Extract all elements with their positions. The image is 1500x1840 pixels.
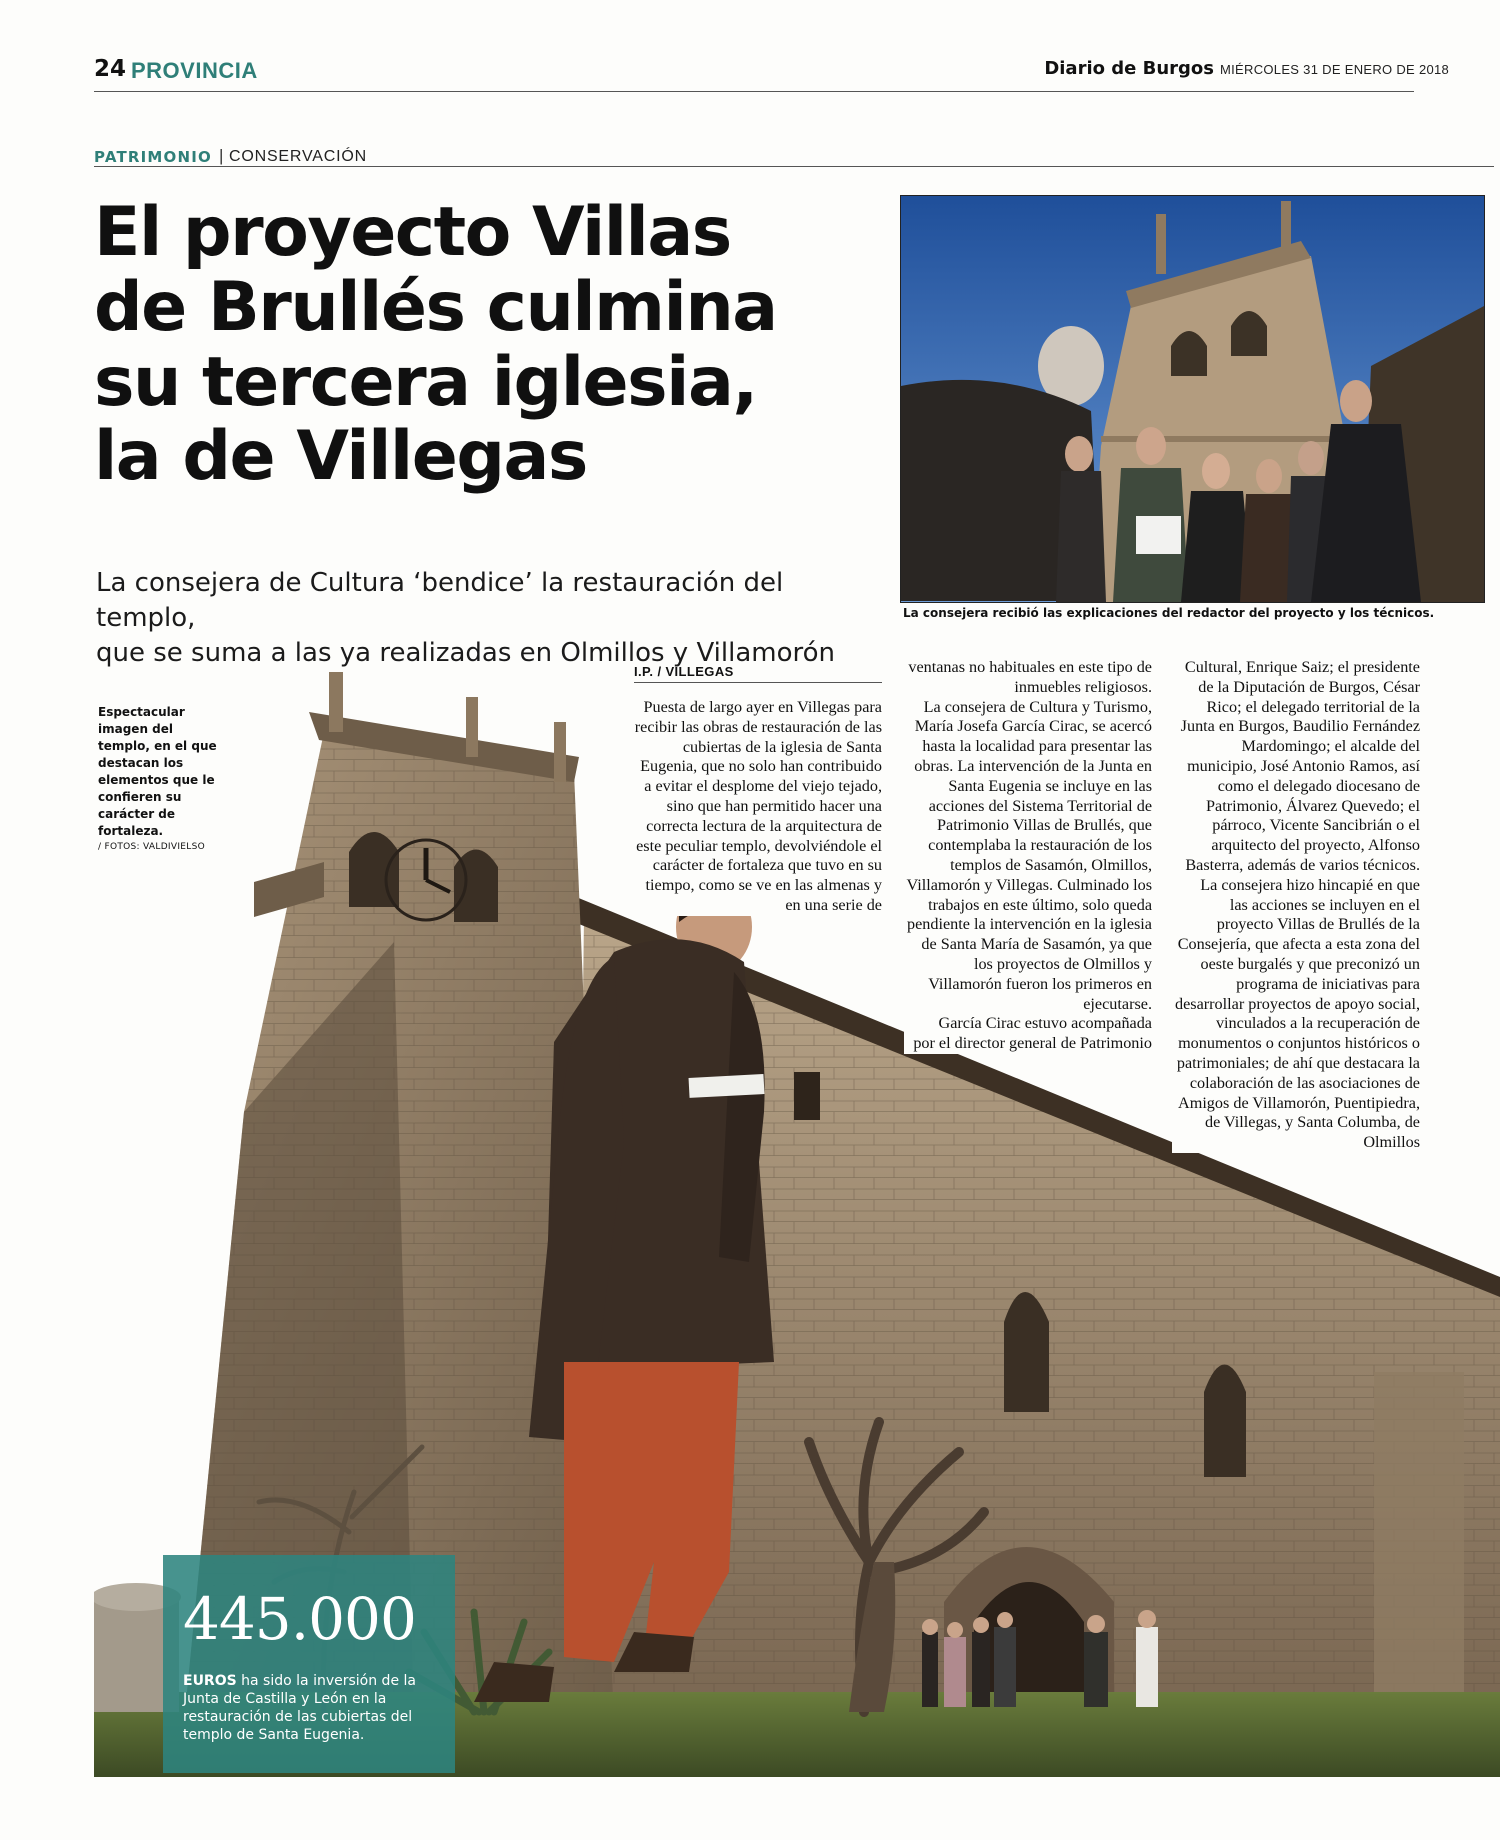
subheadline xyxy=(96,566,886,670)
article-column-1 xyxy=(634,698,882,916)
article-column-3 xyxy=(1172,658,1420,1153)
headline xyxy=(94,193,824,497)
top-photo xyxy=(900,195,1485,603)
headline-line: de Brullés culmina xyxy=(94,267,777,347)
headline-line: El proyecto Villas xyxy=(94,193,731,272)
main-photo-caption-text: Espectacular imagen del templo, en el que destacan los elementos que le confieren su carácter de fortaleza. xyxy=(98,705,217,838)
header-rule xyxy=(94,91,1414,92)
stat-figure: 445.000 xyxy=(183,1585,416,1653)
article-paragraph: ventanas no habituales en este tipo de inmuebles religiosos. xyxy=(908,658,1152,696)
subheadline-line: que se suma a las ya realizadas en Olmillos y Villamorón xyxy=(96,637,836,668)
headline-line: su tercera iglesia, xyxy=(94,342,757,422)
article-paragraph: Cultural, Enrique Saiz; el presidente de la Diputación de Burgos, César Rico; el delegado territorial de la Junta en Burgos, Baudilio Fernández Mardomingo; el alcalde del municipio, José Antonio Ramos, así como el delegado diocesano de Patrimonio, Álvarez Quevedo; el párroco, Vicente Sancibrián o el arquitecto del proyecto, Alfonso Basterra, además de varios técnicos. xyxy=(1180,658,1420,874)
issue-date: MIÉRCOLES 31 DE ENERO DE 2018 xyxy=(1220,62,1450,77)
article-paragraph: Puesta de largo ayer en Villegas para recibir las obras de restauración de las cubiertas de la iglesia de Santa Eugenia, que no solo han contribuido a evitar el desplome del viejo tejado, sino que han permitido hacer una correcta lectura de la arquitectura de este peculiar templo, devolviéndole el carácter de fortaleza que tuvo en su tiempo, como se ve en las almenas y en una serie de xyxy=(634,698,882,914)
kicker-rule xyxy=(94,166,1494,167)
stat-description xyxy=(183,1672,448,1744)
byline: I.P. / VILLEGAS xyxy=(634,664,734,679)
subheadline-line: La consejera de Cultura ‘bendice’ la restauración del templo, xyxy=(96,568,784,633)
top-photo-illustration xyxy=(901,196,1484,602)
page-number: 24 xyxy=(94,56,127,82)
stat-unit: EUROS xyxy=(183,1673,237,1689)
stat-text: ha sido la inversión de la Junta de Castilla y León en la restauración de las cubiertas del templo de Santa Eugenia. xyxy=(183,1673,416,1743)
byline-rule xyxy=(634,682,882,683)
article-paragraph: La consejera hizo hincapié en que las acciones se incluyen en el proyecto Villas de Brullés de la Consejería, que afecta a esta zona del oeste burgalés y que preconizó un programa de iniciativas para desarrollar proyectos de apoyo social, vinculados a la recuperación de monumentos o conjuntos históricos o patrimoniales; de ahí que destacara la colaboración de las asociaciones de Amigos de Villamorón, Puentipiedra, de Villegas, y Santa Columba, de Olmillos xyxy=(1175,875,1420,1152)
photo-credit: / FOTOS: VALDIVIELSO xyxy=(98,842,205,852)
main-photo-caption xyxy=(98,704,228,852)
article-paragraph: La consejera de Cultura y Turismo, María Josefa García Cirac, se acercó hasta la localidad para presentar las obras. La intervención de la Junta en Santa Eugenia se incluye en las acciones del Sistema Territorial de Patrimonio Villas de Brullés, que contemplaba la restauración de los templos de Sasamón, Olmillos, Villamorón y Villegas. Culminado los trabajos en este último, solo queda pendiente la intervención en la iglesia de Santa María de Sasamón, ya que los proyectos de Olmillos y Villamorón fueron los primeros en ejecutarse. xyxy=(906,697,1152,1013)
article-paragraph: García Cirac estuvo acompañada por el director general de Patrimonio xyxy=(913,1014,1152,1053)
kicker-primary: PATRIMONIO xyxy=(94,148,212,166)
kicker-separator: | xyxy=(219,146,224,165)
newspaper-name: Diario de Burgos xyxy=(1044,58,1214,79)
section-name: PROVINCIA xyxy=(131,58,258,83)
kicker-secondary: CONSERVACIÓN xyxy=(229,148,367,165)
top-photo-caption: La consejera recibió las explicaciones del redactor del proyecto y los técnicos. xyxy=(903,606,1435,620)
byline-block xyxy=(634,664,882,683)
article-column-2 xyxy=(904,658,1152,1054)
headline-line: la de Villegas xyxy=(94,417,587,497)
stat-box xyxy=(163,1555,455,1773)
